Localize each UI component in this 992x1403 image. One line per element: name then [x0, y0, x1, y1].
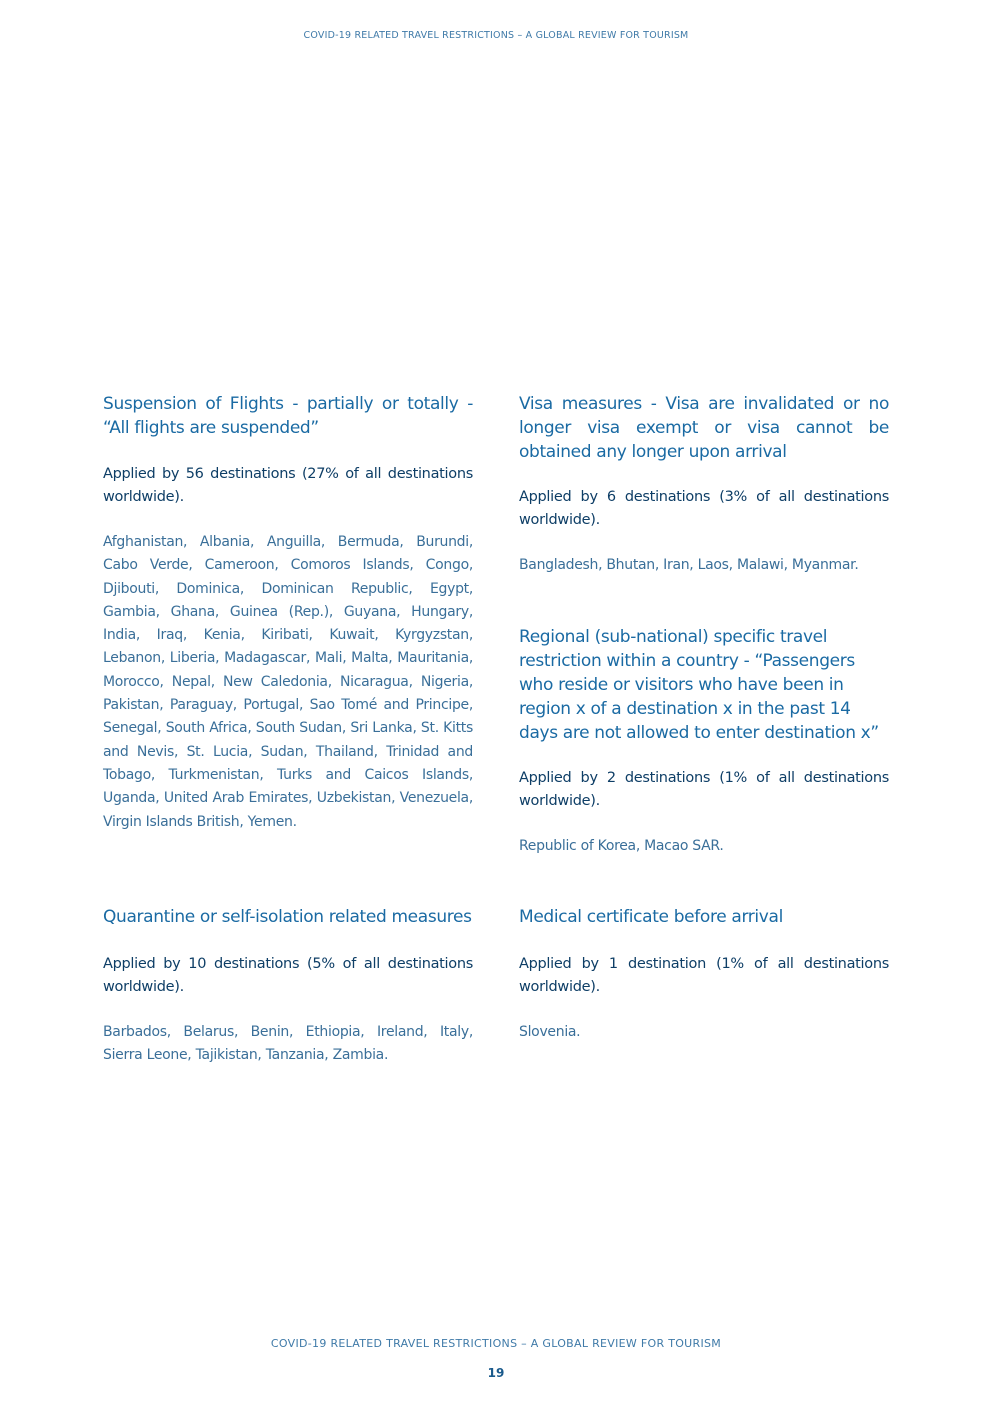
- section-quarantine: [103, 905, 473, 1068]
- destination-list: Slovenia.: [519, 1024, 581, 1040]
- destination-list: Barbados, Belarus, Benin, Ethiopia, Ireland, Italy, Sierra Leone, Tajikistan, Tanzania, Zambia.: [103, 1024, 473, 1064]
- section-medical-certificate: [519, 905, 889, 1044]
- running-footer: COVID-19 RELATED TRAVEL RESTRICTIONS – A GLOBAL REVIEW FOR TOURISM: [270, 1337, 722, 1350]
- section-regional-restriction: [519, 625, 889, 858]
- applied-count: Applied by 1 destination (1% of all destinations worldwide).: [519, 956, 889, 995]
- applied-count: Applied by 6 destinations (3% of all destinations worldwide).: [519, 489, 889, 528]
- section-flight-suspension: [103, 392, 473, 834]
- section-title: Suspension of Flights - partially or totally - “All flights are suspended”: [103, 394, 473, 438]
- page-number: 19: [487, 1366, 505, 1380]
- running-header: COVID-19 RELATED TRAVEL RESTRICTIONS – A GLOBAL REVIEW FOR TOURISM: [303, 30, 689, 41]
- section-visa-measures: [519, 392, 889, 577]
- applied-count: Applied by 2 destinations (1% of all destinations worldwide).: [519, 770, 889, 809]
- destination-list: Bangladesh, Bhutan, Iran, Laos, Malawi, Myanmar.: [519, 557, 859, 573]
- destination-list: Republic of Korea, Macao SAR.: [519, 838, 724, 854]
- section-title: Visa measures - Visa are invalidated or no longer visa exempt or visa cannot be obtained any longer upon arrival: [519, 394, 889, 462]
- section-title: Medical certificate before arrival: [519, 907, 783, 927]
- section-title: Quarantine or self-isolation related measures: [103, 907, 472, 927]
- destination-list: Afghanistan, Albania, Anguilla, Bermuda, Burundi, Cabo Verde, Cameroon, Comoros Islands, Congo, Djibouti, Dominica, Dominican Republic, Egypt, Gambia, Ghana, Guinea (Rep.), Guyana, Hungary, India, Iraq, Kenia, Kiribati, Kuwait, Kyrgyzstan, Lebanon, Liberia, Madagascar, Mali, Malta, Mauritania, Morocco, Nepal, New Caledonia, Nicaragua, Nigeria, Pakistan, Paraguay, Portugal, Sao Tomé and Principe, Senegal, South Africa, South Sudan, Sri Lanka, St. Kitts and Nevis, St. Lucia, Sudan, Thailand, Trinidad and Tobago, Turkmenistan, Turks and Caicos Islands, Uganda, United Arab Emirates, Uzbekistan, Venezuela, Virgin Islands British, Yemen.: [103, 534, 473, 830]
- applied-count: Applied by 56 destinations (27% of all destinations worldwide).: [103, 466, 473, 505]
- section-title: Regional (sub-national) specific travel restriction within a country - “Passengers who reside or visitors who have been in region x of a destination x in the past 14 days are not allowed to enter destination x”: [519, 627, 879, 743]
- applied-count: Applied by 10 destinations (5% of all destinations worldwide).: [103, 956, 473, 995]
